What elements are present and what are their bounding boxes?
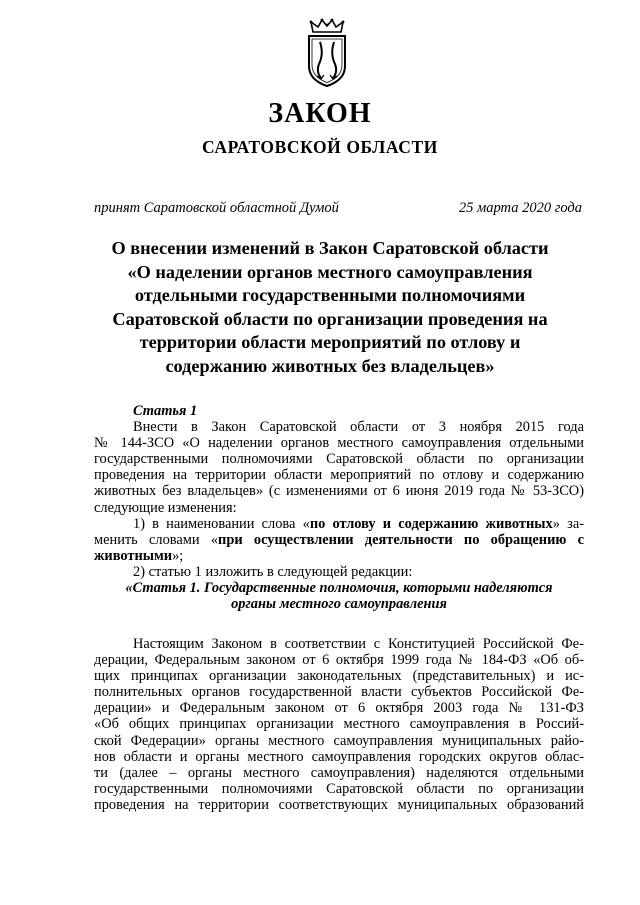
item-1-line: [94, 532, 584, 548]
item-text: менить словами «: [94, 531, 219, 548]
new-article-title: органы местного самоуправления: [231, 596, 447, 613]
document-subtitle: САРАТОВСКОЙ ОБЛАСТИ: [201, 137, 439, 157]
heading-line: «О наделении органов местного самоуправления: [127, 261, 533, 282]
text-line: Внести в Закон Саратовской области от 3 ноября 2015 года: [133, 419, 584, 436]
text-line: проведения на территории области мероприятий по отлову и содержанию: [94, 467, 584, 484]
heading-line: отдельными государственными полномочиями: [134, 285, 526, 306]
item-text: 1) в наименовании слова «: [133, 515, 310, 532]
new-article-title: «Статья 1. Государственные полномочия, которыми наделяются: [125, 580, 553, 597]
item-1-line: [94, 516, 584, 532]
text-line: Настоящим Законом в соответствии с Конституцией Российской Фе-: [133, 636, 584, 652]
text-line: щих принципах организации законодательных (представительных) и ис-: [94, 668, 584, 685]
adopted-by: принят Саратовской областной Думой: [94, 200, 339, 216]
coat-of-arms-emblem: [303, 18, 351, 88]
text-line: следующие изменения:: [94, 499, 237, 516]
text-line: государственными полномочиями Саратовской области по организации: [94, 451, 584, 468]
heading-line: территории области мероприятий по отлову и: [139, 332, 521, 353]
article-1-title: Статья 1: [133, 403, 198, 419]
new-article-paragraph: [94, 636, 584, 813]
article-1-body: [94, 403, 584, 612]
text-line: «Об общих принципах организации местного самоуправления в Россий-: [94, 716, 584, 733]
text-line: проведения на территории соответствующих муниципальных образований: [94, 796, 584, 813]
item-2-line: 2) статью 1 изложить в следующей редакции:: [133, 563, 413, 580]
item-bold-text: при осуществлении деятельности по обращению с: [218, 531, 584, 548]
heading-line: содержанию животных без владельцев»: [165, 355, 495, 376]
text-line: нов области и органы местного самоуправления городских округов облас-: [94, 748, 584, 765]
item-1-line: [94, 548, 584, 564]
law-heading: [80, 237, 580, 379]
text-line: ти (далее – органы местного самоуправления) наделяются отдельными: [94, 764, 584, 781]
item-text: » за-: [552, 515, 584, 532]
text-line: животных без владельцев» (с изменениями от 6 июня 2019 года № 53-ЗСО): [94, 483, 584, 500]
text-line: дерации, Федеральным законом от 6 октября 1999 года № 184-ФЗ «Об об-: [94, 652, 584, 669]
item-bold-text: животными: [94, 547, 173, 564]
document-title: ЗАКОН: [268, 98, 372, 129]
text-line: дерации» и Федеральным законом от 6 октября 2003 года № 131-ФЗ: [94, 700, 584, 717]
heading-line: Саратовской области по организации проведения на: [112, 308, 548, 329]
text-line: № 144-ЗСО «О наделении органов местного самоуправления отдельными: [94, 435, 584, 452]
text-line: государственными полномочиями Саратовской области по организации: [94, 780, 584, 797]
item-bold-text: по отлову и содержанию животных: [309, 515, 553, 532]
adoption-date: 25 марта 2020 года: [458, 200, 582, 216]
heading-line: О внесении изменений в Закон Саратовской области: [111, 238, 549, 258]
text-line: полнительных органов государственной власти субъектов Российской Фе-: [94, 684, 584, 701]
text-line: ской Федерации» органы местного самоуправления муниципальных райо-: [94, 732, 584, 749]
item-text: »;: [172, 547, 184, 564]
